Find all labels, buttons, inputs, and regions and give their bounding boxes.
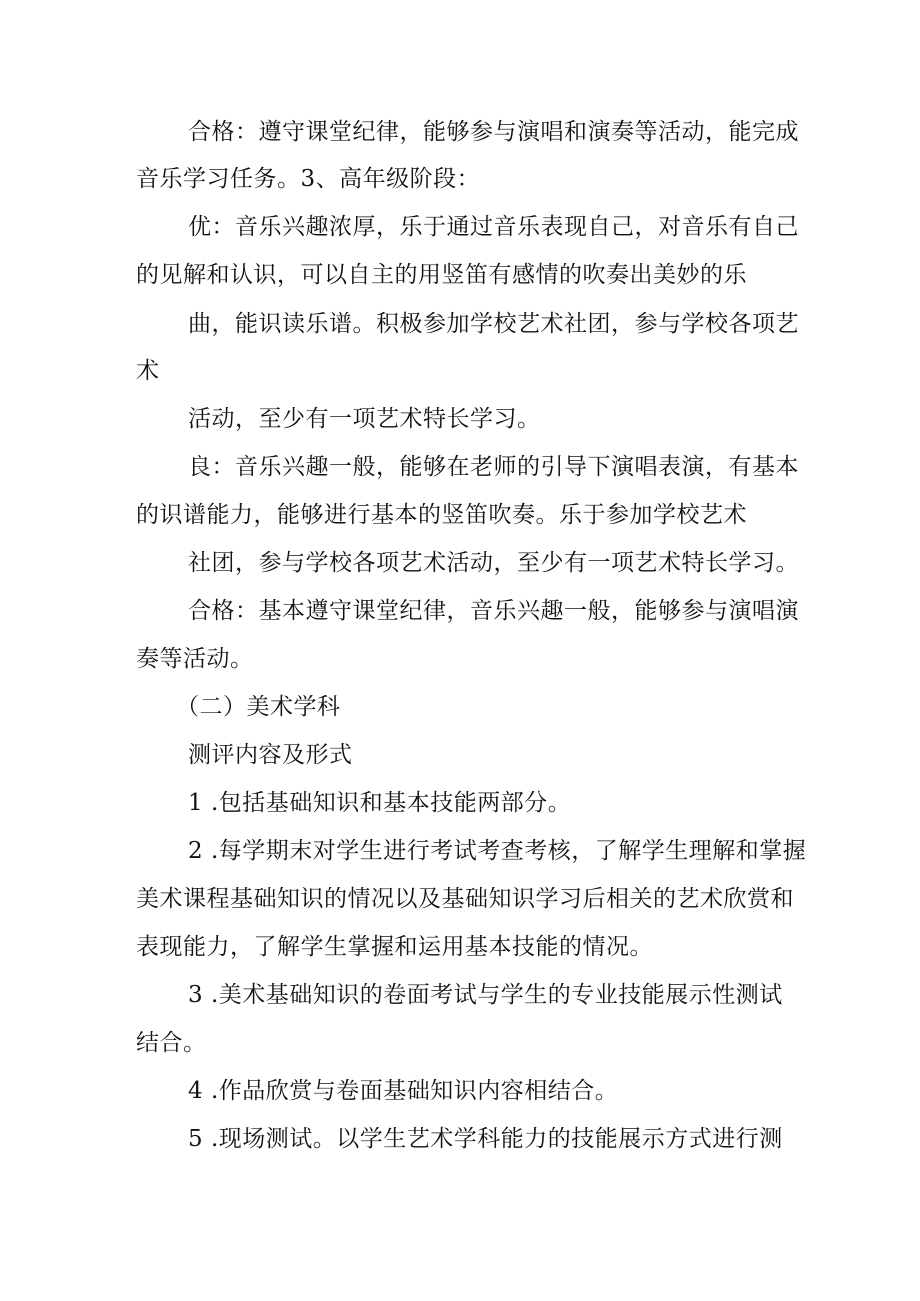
text-line-2: 音乐学习任务。3、高年级阶段： (136, 166, 481, 192)
list-item-4: 4 .作品欣赏与卷面基础知识内容相结合。 (188, 1078, 619, 1104)
list-item-5: 5 .现场测试。以学生艺术学科能力的技能展示方式进行测 (188, 1126, 783, 1152)
text-line-17: 美术课程基础知识的情况以及基础知识学习后相关的艺术欣赏和 (136, 886, 794, 912)
text-line-6: 术 (136, 358, 160, 384)
text-line-20: 结合。 (136, 1030, 207, 1056)
subheading: 测评内容及形式 (188, 742, 353, 768)
text-line-12: 奏等活动。 (136, 646, 254, 672)
text-line-10: 社团，参与学校各项艺术活动，至少有一项艺术特长学习。 (188, 550, 799, 576)
list-item-1: 1 .包括基础知识和基本技能两部分。 (188, 790, 572, 816)
text-line-5: 曲，能识读乐谱。积极参加学校艺术社团，参与学校各项艺 (188, 311, 799, 337)
text-line-11: 合格：基本遵守课堂纪律，音乐兴趣一般，能够参与演唱演 (188, 598, 799, 624)
text-line-8: 良：音乐兴趣一般，能够在老师的引导下演唱表演，有基本 (188, 454, 799, 480)
text-line-7: 活动，至少有一项艺术特长学习。 (188, 406, 541, 432)
list-item-3: 3 .美术基础知识的卷面考试与学生的专业技能展示性测试 (188, 982, 783, 1008)
text-line-3: 优：音乐兴趣浓厚，乐于通过音乐表现自己，对音乐有自己 (188, 214, 799, 240)
text-line-18: 表现能力，了解学生掌握和运用基本技能的情况。 (136, 934, 653, 960)
text-line-9: 的识谱能力，能够进行基本的竖笛吹奏。乐于参加学校艺术 (136, 502, 747, 528)
section-heading: （二）美术学科 (176, 694, 341, 720)
text-line-1: 合格：遵守课堂纪律，能够参与演唱和演奏等活动，能完成 (188, 119, 799, 145)
text-line-4: 的见解和认识，可以自主的用竖笛有感情的吹奏出美妙的乐 (136, 262, 747, 288)
list-item-2: 2 .每学期末对学生进行考试考查考核，了解学生理解和掌握 (188, 838, 807, 864)
